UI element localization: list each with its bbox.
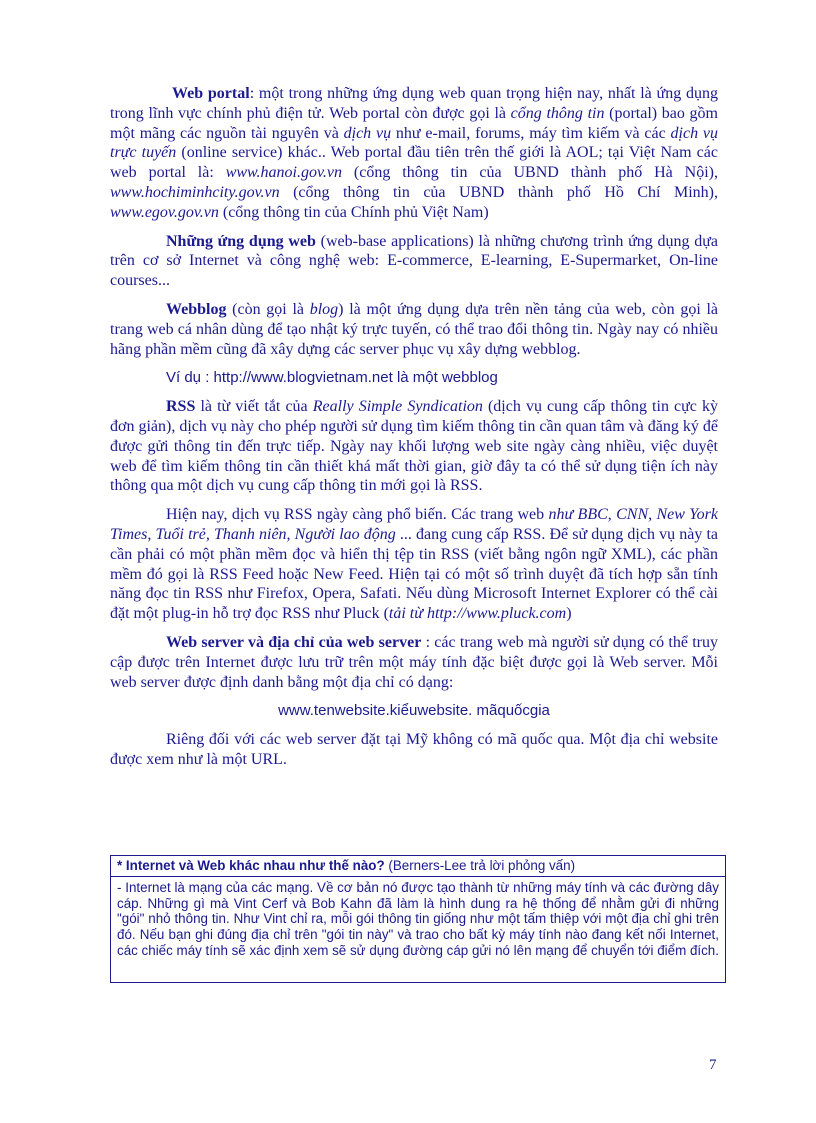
paragraph-rss: RSS là từ viết tắt của Really Simple Syndication (dịch vụ cung cấp thông tin cực kỳ đơn giản), dịch vụ này cho phép người sử dụng tìm kiếm thông tin cần quan tâm và đăng ký để được gửi thông tin đến trực tiếp. Ngày nay khối lượng web site ngày càng nhiều, việc duyệt web để tìm kiếm thông tin cần thiết khá mất thời gian, giờ đây ta có thể sử dụng tiện ích này thông qua một dịch vụ cung cấp thông tin mới gọi là RSS. — [110, 398, 718, 495]
term-webblog: Webblog — [166, 300, 227, 318]
paragraph-web-apps: Những ứng dụng web (web-base applications) là những chương trình ứng dụng dựa trên cơ sở Internet và công nghệ web: E-commerce, E-learning, E-Supermarket, On-line courses... — [110, 232, 719, 290]
info-box — [110, 855, 726, 983]
term-web-apps: Những ứng dụng web — [166, 232, 316, 250]
paragraph-url-note: Riêng đối với các web server đặt tại Mỹ không có mã quốc qua. Một địa chỉ website được xem như là một URL. — [110, 731, 718, 768]
term-web-server: Web server và địa chỉ của web server — [166, 633, 422, 651]
term-rss: RSS — [166, 398, 196, 416]
info-box-title: * Internet và Web khác nhau như thế nào? — [117, 858, 385, 873]
term-web-portal: Web portal — [172, 85, 250, 102]
info-box-body: - Internet là mạng của các mạng. Về cơ bản nó được tạo thành từ những máy tính và các đường dây cáp. Những gì mà Vint Cerf và Bob Kahn đã làm là hình dung ra hệ thống để nhằm gửi đi những "gói" nhỏ thông tin. Như Vint chỉ ra, mỗi gói thông tin giống như một tấm thiệp với một địa chỉ ghi trên đó. Nếu bạn ghi đúng địa chỉ trên "gói tin này" và trao cho bất kỳ máy tính nào đang kết nối Internet, các chiếc máy tính sẽ xác định xem sẽ sử dụng đường cáp gửi nó lên mạng để chuyển tới điểm đích. — [117, 879, 719, 958]
address-form: www.tenwebsite.kiểuwebsite. mãquốcgia — [278, 702, 550, 720]
paragraph-webblog: Webblog (còn gọi là blog) là một ứng dụng dựa trên nền tảng của web, còn gọi là trang web cá nhân dùng để tạo nhật ký trực tuyến, có thể trao đổi thông tin. Ngày nay có nhiều hãng phần mềm cũng đã xây dựng các server phục vụ xây dựng webblog. — [110, 300, 719, 358]
example-line: Ví dụ : http://www.blogvietnam.net là một webblog — [166, 369, 498, 387]
page-number: 7 — [709, 1057, 717, 1073]
document-body — [110, 84, 719, 779]
paragraph-web-server: Web server và địa chỉ của web server : các trang web mà người sử dụng có thể truy cập được trên Internet được lưu trữ trên một máy tính đặc biệt được gọi là Web server. Mỗi web server được định danh bằng một địa chỉ có dạng: — [110, 633, 719, 691]
info-box-title-note: (Berners-Lee trả lời phỏng vấn) — [384, 858, 576, 873]
info-box-header — [111, 856, 725, 877]
paragraph-rss-usage: Hiện nay, dịch vụ RSS ngày càng phổ biến. Các trang web như BBC, CNN, New York Times, Tuổi trẻ, Thanh niên, Người lao động ... đang cung cấp RSS. Để sử dụng dịch vụ này ta cần phải có một phần mềm đọc và hiển thị tệp tin RSS (viết bằng ngôn ngữ XML), các phần mềm đó gọi là RSS Feed hoặc New Feed. Hiện tại có một số trình duyệt đã tích hợp sẵn tính năng đọc tin RSS như Firefox, Opera, Safati. Nếu dùng Microsoft Internet Explorer có thể cài đặt một plug-in hỗ trợ đọc RSS như Pluck (tải từ http://www.pluck.com) — [110, 506, 718, 623]
paragraph-web-portal: Web portal: một trong những ứng dụng web quan trọng hiện nay, nhất là ứng dụng trong lĩnh vực chính phủ điện tử. Web portal còn được gọi là cổng thông tin (portal) bao gồm một mãng các nguồn tài nguyên và dịch vụ như e-mail, forums, máy tìm kiếm và các dịch vụ trực tuyến (online service) khác.. Web portal đầu tiên trên thế giới là AOL; tại Việt Nam các web portal là: www.hanoi.gov.vn (cổng thông tin của UBND thành phố Hà Nội), www.hochiminhcity.gov.vn (cổng thông tin của UBND thành phố Hồ Chí Minh), www.egov.gov.vn (cổng thông tin của Chính phủ Việt Nam) — [110, 85, 719, 221]
